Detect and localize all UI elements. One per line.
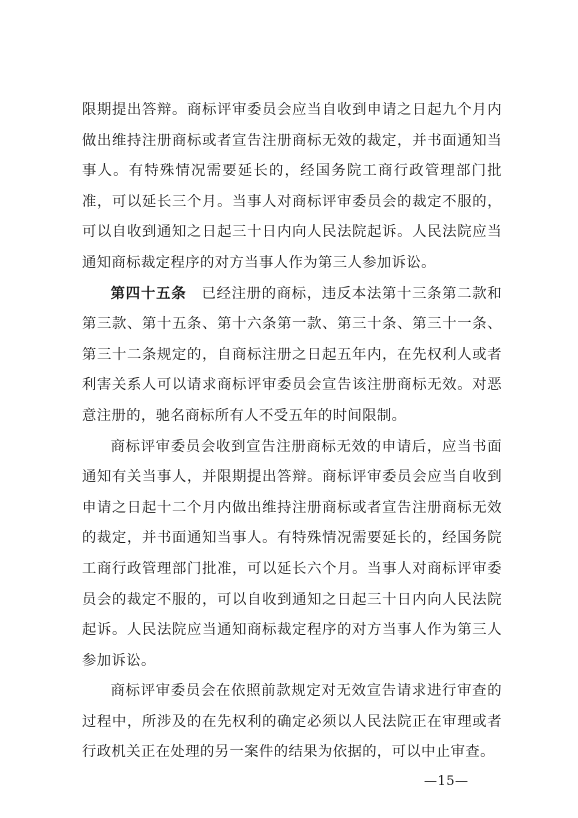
paragraph-continuation: [82, 95, 502, 279]
paragraph-article-45: [82, 279, 502, 432]
article-number: 第四十五条: [110, 285, 187, 302]
paragraph-text: 商标评审委员会收到宣告注册商标无效的申请后，应当书面通知有关当事人，并限期提出答辩。商标评审委员会应当自收到申请之日起十二个月内做出维持注册商标或者宣告注册商标无效的裁定，并书面通知当事人。有特殊情况需要延长的，经国务院工商行政管理部门批准，可以延长六个月。当事人对商标评审委员会的裁定不服的，可以自收到通知之日起三十日内向人民法院起诉。人民法院应当通知商标裁定程序的对方当事人作为第三人参加诉讼。: [82, 438, 502, 669]
paragraph-text: 已经注册的商标，违反本法第十三条第二款和第三款、第十五条、第十六条第一款、第三十条、第三十一条、第三十二条规定的，自商标注册之日起五年内，在先权利人或者利害关系人可以请求商标评审委员会宣告该注册商标无效。对恶意注册的，驰名商标所有人不受五年的时间限制。: [82, 285, 503, 424]
paragraph-text: 商标评审委员会在依照前款规定对无效宣告请求进行审查的过程中，所涉及的在先权利的确定必须以人民法院正在审理或者行政机关正在处理的另一案件的结果为依据的，可以中止审查。: [82, 683, 502, 761]
paragraph-invalidation-procedure: [82, 432, 502, 677]
paragraph-suspension: [82, 676, 502, 768]
paragraph-text: 限期提出答辩。商标评审委员会应当自收到申请之日起九个月内做出维持注册商标或者宣告注册商标无效的裁定，并书面通知当事人。有特殊情况需要延长的，经国务院工商行政管理部门批准，可以延长三个月。当事人对商标评审委员会的裁定不服的，可以自收到通知之日起三十日内向人民法院起诉。人民法院应当通知商标裁定程序的对方当事人作为第三人参加诉讼。: [82, 102, 502, 271]
page-number: —15—: [424, 774, 469, 789]
document-page: [82, 95, 502, 768]
